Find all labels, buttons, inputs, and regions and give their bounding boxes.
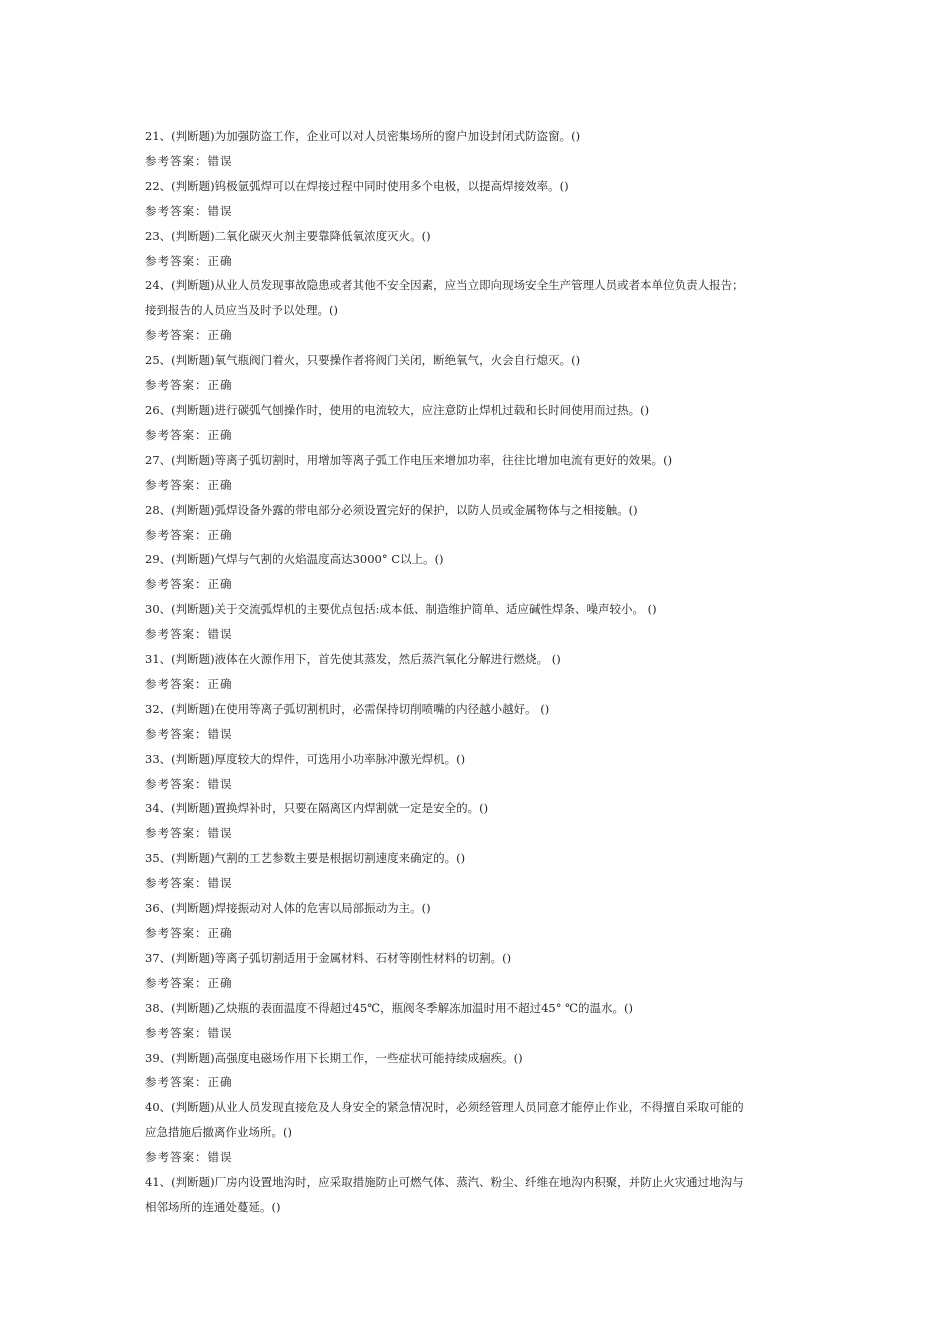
question-item <box>145 1170 815 1220</box>
answer-line: 参考答案：错误 <box>145 627 233 642</box>
question-text-line: 24、(判断题)从业人员发现事故隐患或者其他不安全因素，应当立即向现场安全生产管理人员或者本单位负责人报告； <box>145 278 744 293</box>
question-text-line: 35、(判断题)气割的工艺参数主要是根据切割速度来确定的。() <box>145 851 466 866</box>
answer-line: 参考答案：正确 <box>145 975 233 990</box>
answer-line: 参考答案：错误 <box>145 726 233 741</box>
question-item <box>145 448 815 498</box>
question-text-line: 41、(判断题)厂房内设置地沟时，应采取措施防止可燃气体、蒸汽、粉尘、纤维在地沟内积聚，并防止火灾通过地沟与 <box>145 1175 744 1190</box>
answer-line: 参考答案：错误 <box>145 876 233 891</box>
question-text-line: 34、(判断题)置换焊补时，只要在隔离区内焊割就一定是安全的。() <box>145 801 489 816</box>
question-item <box>145 348 815 398</box>
question-text-line: 23、(判断题)二氧化碳灭火剂主要靠降低氧浓度灭火。() <box>145 228 431 243</box>
question-item <box>145 398 815 448</box>
question-item <box>145 547 815 597</box>
question-item <box>145 796 815 846</box>
answer-line: 参考答案：正确 <box>145 577 233 592</box>
question-item <box>145 896 815 946</box>
answer-line: 参考答案：正确 <box>145 328 233 343</box>
question-text-line: 25、(判断题)氧气瓶阀门着火，只要操作者将阀门关闭，断绝氧气，火会自行熄灭。() <box>145 353 581 368</box>
answer-line: 参考答案：错误 <box>145 776 233 791</box>
question-text-line: 31、(判断题)液体在火源作用下，首先使其蒸发，然后蒸汽氧化分解进行燃烧。 () <box>145 652 561 667</box>
question-text-line: 相邻场所的连通处蔓延。() <box>145 1199 281 1214</box>
question-item <box>145 1095 815 1170</box>
answer-line: 参考答案：正确 <box>145 253 233 268</box>
question-text-line: 29、(判断题)气焊与气割的火焰温度高达3000° C以上。() <box>145 552 444 567</box>
question-item <box>145 1046 815 1096</box>
question-text-line: 27、(判断题)等离子弧切割时，用增加等离子弧工作电压来增加功率，往往比增加电流有更好的效果。() <box>145 452 673 467</box>
question-text-line: 39、(判断题)高强度电磁场作用下长期工作，一些症状可能持续成痼疾。() <box>145 1050 523 1065</box>
answer-line: 参考答案：正确 <box>145 1075 233 1090</box>
question-item <box>145 747 815 797</box>
answer-line: 参考答案：正确 <box>145 378 233 393</box>
answer-line: 参考答案：错误 <box>145 203 233 218</box>
answer-line: 参考答案：正确 <box>145 427 233 442</box>
answer-line: 参考答案：错误 <box>145 1150 233 1165</box>
answer-line: 参考答案：错误 <box>145 1025 233 1040</box>
question-text-line: 应急措施后撤离作业场所。() <box>145 1125 292 1140</box>
question-text-line: 33、(判断题)厚度较大的焊件，可选用小功率脉冲激光焊机。() <box>145 751 466 766</box>
answer-line: 参考答案：正确 <box>145 477 233 492</box>
question-text-line: 37、(判断题)等离子弧切割适用于金属材料、石材等刚性材料的切割。() <box>145 950 512 965</box>
answer-line: 参考答案：正确 <box>145 527 233 542</box>
answer-line: 参考答案：错误 <box>145 826 233 841</box>
question-text-line: 28、(判断题)弧焊设备外露的带电部分必须设置完好的保护，以防人员或金属物体与之相接触。() <box>145 502 638 517</box>
question-item <box>145 273 815 348</box>
question-text-line: 36、(判断题)焊接振动对人体的危害以局部振动为主。() <box>145 901 431 916</box>
question-item <box>145 946 815 996</box>
question-item <box>145 846 815 896</box>
question-item <box>145 647 815 697</box>
question-text-line: 40、(判断题)从业人员发现直接危及人身安全的紧急情况时，必须经管理人员同意才能停止作业，不得擅自采取可能的 <box>145 1100 744 1115</box>
question-item <box>145 597 815 647</box>
question-text-line: 22、(判断题)钨极氩弧焊可以在焊接过程中同时使用多个电极，以提高焊接效率。() <box>145 178 569 193</box>
question-item <box>145 697 815 747</box>
answer-line: 参考答案：错误 <box>145 153 233 168</box>
question-text-line: 38、(判断题)乙炔瓶的表面温度不得超过45℃，瓶阀冬季解冻加温时用不超过45° ℃的温水。() <box>145 1000 633 1015</box>
question-text-line: 21、(判断题)为加强防盗工作，企业可以对人员密集场所的窗户加设封闭式防盗窗。() <box>145 129 581 143</box>
question-list <box>145 124 815 1220</box>
question-item <box>145 498 815 548</box>
question-text-line: 32、(判断题)在使用等离子弧切割机时，必需保持切削喷嘴的内径越小越好。 () <box>145 701 550 716</box>
answer-line: 参考答案：正确 <box>145 676 233 691</box>
question-text-line: 26、(判断题)进行碳弧气刨操作时，使用的电流较大，应注意防止焊机过载和长时间使用而过热。() <box>145 402 650 417</box>
question-text-line: 接到报告的人员应当及时予以处理。() <box>145 303 338 318</box>
question-item <box>145 996 815 1046</box>
question-item <box>145 174 815 224</box>
question-item <box>145 124 815 174</box>
question-text-line: 30、(判断题)关于交流弧焊机的主要优点包括:成本低、制造维护简单、适应碱性焊条、噪声较小。 () <box>145 602 657 617</box>
question-item <box>145 224 815 274</box>
answer-line: 参考答案：正确 <box>145 926 233 940</box>
